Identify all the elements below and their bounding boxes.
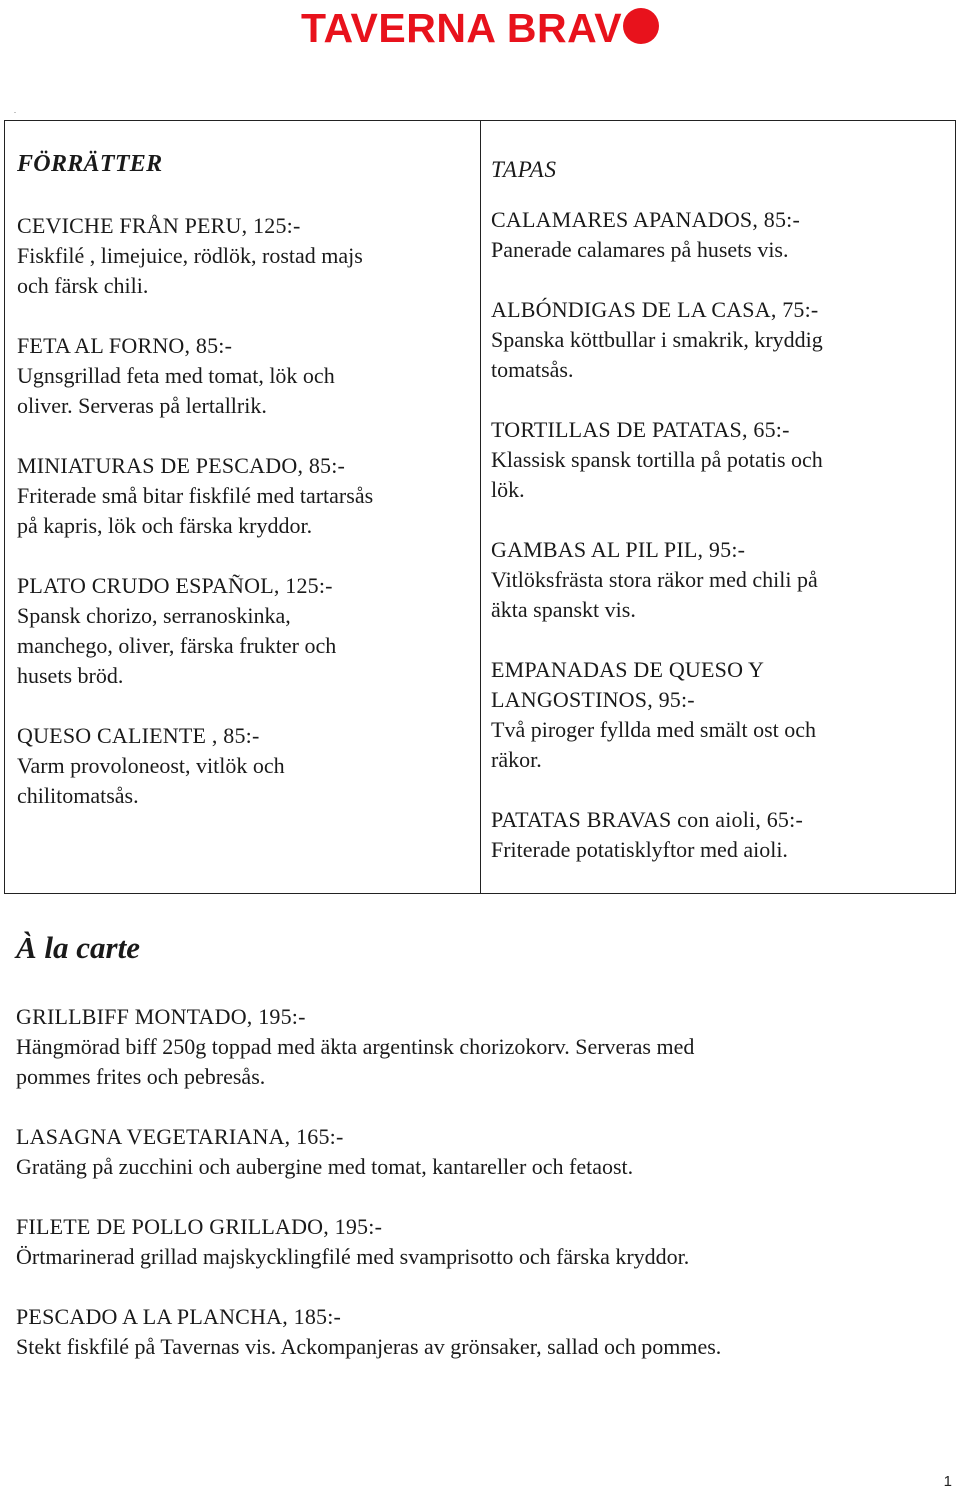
dish-description-line: oliver. Serveras på lertallrik. xyxy=(17,393,267,418)
dish-description-line: och färsk chili. xyxy=(17,273,149,298)
dish-name: PATATAS BRAVAS con aioli, 65:- xyxy=(491,807,803,832)
dish-description-line: tomatsås. xyxy=(491,357,574,382)
brand-logo xyxy=(0,6,960,50)
dish-name: ALBÓNDIGAS DE LA CASA, 75:- xyxy=(491,297,819,322)
forratter-heading: FÖRRÄTTER xyxy=(17,151,163,177)
dish-description-line: på kapris, lök och färska kryddor. xyxy=(17,513,313,538)
menu-item xyxy=(16,1302,946,1362)
dish-name: PLATO CRUDO ESPAÑOL, 125:- xyxy=(17,573,333,598)
dish-name: CALAMARES APANADOS, 85:- xyxy=(491,207,800,232)
brand-dot-icon xyxy=(623,8,659,44)
dish-description-line: Varm provoloneost, vitlök och xyxy=(17,753,285,778)
menu-item xyxy=(17,451,480,541)
dish-description-line: manchego, oliver, färska frukter och xyxy=(17,633,337,658)
dish-name: GRILLBIFF MONTADO, 195:- xyxy=(16,1004,306,1029)
menu-item xyxy=(17,331,480,421)
dish-description-line: Friterade små bitar fiskfilé med tartarsås xyxy=(17,483,374,508)
menu-item xyxy=(491,655,955,775)
a-la-carte-heading: À la carte xyxy=(16,930,140,965)
menu-item xyxy=(17,721,480,811)
menu-item xyxy=(16,1002,946,1092)
dish-description-line: räkor. xyxy=(491,747,542,772)
dish-name: CEVICHE FRÅN PERU, 125:- xyxy=(17,213,301,238)
dish-name: LANGOSTINOS, 95:- xyxy=(491,687,695,712)
brand-name: TAVERNA BRAV xyxy=(300,5,623,51)
tiny-mark: . xyxy=(14,106,16,115)
dish-description-line: lök. xyxy=(491,477,525,502)
dish-description-line: Gratäng på zucchini och aubergine med tomat, kantareller och fetaost. xyxy=(16,1154,634,1179)
dish-description-line: Vitlöksfrästa stora räkor med chili på xyxy=(491,567,818,592)
dish-description-line: Panerade calamares på husets vis. xyxy=(491,237,789,262)
dish-description-line: pommes frites och pebresås. xyxy=(16,1064,266,1089)
menu-table xyxy=(4,120,956,894)
dish-description-line: Två piroger fyllda med smält ost och xyxy=(491,717,817,742)
dish-description-line: Friterade potatisklyftor med aioli. xyxy=(491,837,788,862)
dish-description-line: Fiskfilé , limejuice, rödlök, rostad majs xyxy=(17,243,363,268)
dish-description-line: Spansk chorizo, serranoskinka, xyxy=(17,603,291,628)
menu-item xyxy=(491,415,955,505)
page-number: 1 xyxy=(943,1473,952,1490)
menu-item xyxy=(491,535,955,625)
menu-item xyxy=(16,1212,946,1272)
menu-item xyxy=(491,205,955,265)
tapas-column xyxy=(481,121,955,893)
forratter-column xyxy=(5,121,481,893)
dish-description-line: Örtmarinerad grillad majskycklingfilé med svamprisotto och färska kryddor. xyxy=(16,1244,690,1269)
menu-item xyxy=(16,1122,946,1182)
dish-name: GAMBAS AL PIL PIL, 95:- xyxy=(491,537,746,562)
dish-description-line: Stekt fiskfilé på Tavernas vis. Ackompanjeras av grönsaker, sallad och pommes. xyxy=(16,1334,722,1359)
dish-description-line: Klassisk spansk tortilla på potatis och xyxy=(491,447,823,472)
dish-name: FETA AL FORNO, 85:- xyxy=(17,333,233,358)
menu-item xyxy=(17,571,480,691)
menu-item xyxy=(17,211,480,301)
dish-description-line: chilitomatsås. xyxy=(17,783,139,808)
dish-description-line: äkta spanskt vis. xyxy=(491,597,636,622)
a-la-carte-section xyxy=(16,928,946,1392)
dish-description-line: Hängmörad biff 250g toppad med äkta argentinsk chorizokorv. Serveras med xyxy=(16,1034,695,1059)
tapas-heading: TAPAS xyxy=(491,157,557,182)
menu-item xyxy=(491,805,955,865)
dish-name: MINIATURAS DE PESCADO, 85:- xyxy=(17,453,346,478)
dish-name: FILETE DE POLLO GRILLADO, 195:- xyxy=(16,1214,383,1239)
menu-item xyxy=(491,295,955,385)
dish-name: TORTILLAS DE PATATAS, 65:- xyxy=(491,417,790,442)
dish-description-line: husets bröd. xyxy=(17,663,124,688)
dish-description-line: Spanska köttbullar i smakrik, kryddig xyxy=(491,327,823,352)
dish-name: QUESO CALIENTE , 85:- xyxy=(17,723,260,748)
dish-name: EMPANADAS DE QUESO Y xyxy=(491,657,765,682)
dish-name: PESCADO A LA PLANCHA, 185:- xyxy=(16,1304,342,1329)
dish-name: LASAGNA VEGETARIANA, 165:- xyxy=(16,1124,344,1149)
dish-description-line: Ugnsgrillad feta med tomat, lök och xyxy=(17,363,335,388)
